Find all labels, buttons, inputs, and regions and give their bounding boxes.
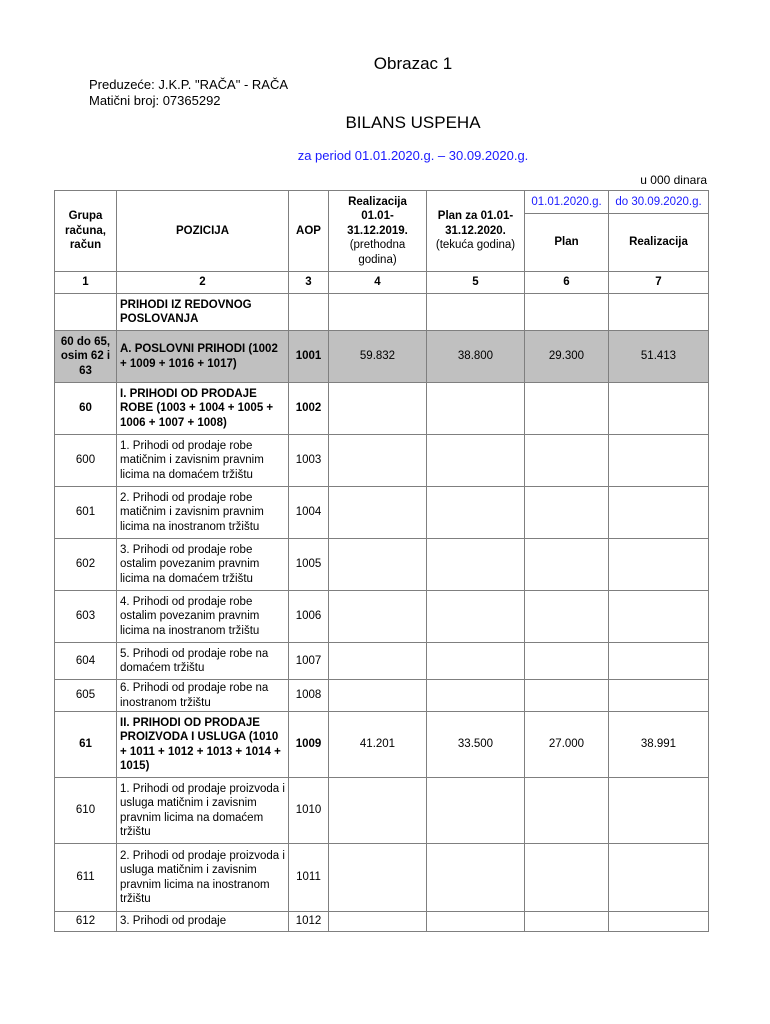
cell-realizacija-prev (329, 778, 427, 844)
col-number: 4 (329, 272, 427, 294)
cell-aop (289, 294, 329, 331)
cell-plan-year (427, 591, 525, 643)
header-pozicija: POZICIJA (117, 191, 289, 272)
cell-realizacija (609, 487, 709, 539)
cell-plan (525, 680, 609, 712)
col-number: 1 (55, 272, 117, 294)
cell-realizacija-prev: 41.201 (329, 712, 427, 778)
cell-realizacija-prev (329, 539, 427, 591)
cell-grupa: 611 (55, 844, 117, 912)
cell-realizacija: 38.991 (609, 712, 709, 778)
cell-plan: 29.300 (525, 331, 609, 383)
col-number: 3 (289, 272, 329, 294)
cell-pozicija: 6. Prihodi od prodaje robe na inostranom tržištu (117, 680, 289, 712)
cell-aop: 1010 (289, 778, 329, 844)
cell-plan (525, 487, 609, 539)
header-grupa: Grupa računa, račun (55, 191, 117, 272)
cell-grupa: 600 (55, 435, 117, 487)
header-plan-year (427, 191, 525, 272)
cell-pozicija: 3. Prihodi od prodaje robe ostalim povezanim pravnim licima na domaćem tržištu (117, 539, 289, 591)
cell-pozicija: 4. Prihodi od prodaje robe ostalim povezanim pravnim licima na inostranom tržištu (117, 591, 289, 643)
cell-realizacija-prev (329, 383, 427, 435)
cell-realizacija-prev (329, 844, 427, 912)
cell-plan-year (427, 294, 525, 331)
cell-realizacija-prev (329, 487, 427, 539)
cell-aop: 1008 (289, 680, 329, 712)
header-realizacija-prev (329, 191, 427, 272)
form-title: Obrazac 1 (373, 54, 453, 73)
cell-aop: 1003 (289, 435, 329, 487)
company-name: Preduzeće: J.K.P. "RAČA" - RAČA (89, 77, 289, 92)
cell-grupa: 60 do 65, osim 62 i 63 (55, 331, 117, 383)
cell-grupa: 601 (55, 487, 117, 539)
cell-realizacija: 51.413 (609, 331, 709, 383)
cell-pozicija: 5. Prihodi od prodaje robe na domaćem tržištu (117, 643, 289, 680)
header-period-to: do 30.09.2020.g. (609, 191, 709, 214)
cell-realizacija-prev (329, 912, 427, 932)
cell-plan (525, 778, 609, 844)
table-row (55, 680, 709, 712)
col-number: 2 (117, 272, 289, 294)
cell-realizacija (609, 383, 709, 435)
cell-realizacija-prev: 59.832 (329, 331, 427, 383)
table-row (55, 912, 709, 932)
table-row (55, 844, 709, 912)
cell-aop: 1011 (289, 844, 329, 912)
table-row (55, 591, 709, 643)
cell-grupa: 604 (55, 643, 117, 680)
col-number: 6 (525, 272, 609, 294)
cell-plan-year (427, 680, 525, 712)
cell-pozicija: 3. Prihodi od prodaje (117, 912, 289, 932)
cell-aop: 1004 (289, 487, 329, 539)
cell-plan-year (427, 912, 525, 932)
cell-grupa: 61 (55, 712, 117, 778)
cell-grupa: 605 (55, 680, 117, 712)
cell-plan: 27.000 (525, 712, 609, 778)
table-row (55, 331, 709, 383)
cell-realizacija-prev (329, 680, 427, 712)
cell-realizacija (609, 912, 709, 932)
cell-aop: 1001 (289, 331, 329, 383)
table-row (55, 435, 709, 487)
cell-plan-year (427, 383, 525, 435)
cell-realizacija (609, 435, 709, 487)
cell-pozicija: 1. Prihodi od prodaje robe matičnim i zavisnim pravnim licima na domaćem tržištu (117, 435, 289, 487)
cell-plan-year (427, 844, 525, 912)
cell-plan (525, 383, 609, 435)
table-row (55, 539, 709, 591)
cell-plan-year (427, 435, 525, 487)
cell-realizacija (609, 643, 709, 680)
cell-realizacija (609, 539, 709, 591)
cell-pozicija: 2. Prihodi od prodaje robe matičnim i zavisnim pravnim licima na inostranom tržištu (117, 487, 289, 539)
cell-realizacija (609, 591, 709, 643)
cell-realizacija (609, 844, 709, 912)
cell-grupa: 60 (55, 383, 117, 435)
document-title: BILANS USPEHA (345, 113, 481, 132)
cell-plan (525, 643, 609, 680)
cell-plan-year: 38.800 (427, 331, 525, 383)
cell-realizacija (609, 680, 709, 712)
cell-pozicija: A. POSLOVNI PRIHODI (1002 + 1009 + 1016 + 1017) (117, 331, 289, 383)
col-number: 5 (427, 272, 525, 294)
cell-aop: 1007 (289, 643, 329, 680)
income-statement-table (54, 190, 709, 932)
header-realizacija-prev-label: Realizacija 01.01-31.12.2019. (347, 195, 408, 237)
company-info (89, 77, 288, 109)
header-period-from: 01.01.2020.g. (525, 191, 609, 214)
cell-pozicija: 1. Prihodi od prodaje proizvoda i usluga matičnim i zavisnim pravnim licima na domaćem tržištu (117, 778, 289, 844)
table-row (55, 643, 709, 680)
currency-unit: u 000 dinara (640, 173, 707, 187)
cell-aop: 1009 (289, 712, 329, 778)
header-plan-year-label: Plan za 01.01-31.12.2020. (437, 210, 514, 237)
cell-grupa: 612 (55, 912, 117, 932)
cell-grupa: 602 (55, 539, 117, 591)
header-realizacija: Realizacija (609, 214, 709, 272)
cell-plan (525, 294, 609, 331)
cell-plan-year (427, 487, 525, 539)
cell-aop: 1002 (289, 383, 329, 435)
cell-pozicija: PRIHODI IZ REDOVNOG POSLOVANJA (117, 294, 289, 331)
cell-realizacija-prev (329, 435, 427, 487)
cell-plan (525, 435, 609, 487)
table-row (55, 712, 709, 778)
report-period: za period 01.01.2020.g. – 30.09.2020.g. (297, 148, 529, 163)
cell-pozicija: II. PRIHODI OD PRODAJE PROIZVODA I USLUGA (1010 + 1011 + 1012 + 1013 + 1014 + 1015) (117, 712, 289, 778)
cell-realizacija (609, 778, 709, 844)
cell-pozicija: I. PRIHODI OD PRODAJE ROBE (1003 + 1004 + 1005 + 1006 + 1007 + 1008) (117, 383, 289, 435)
header-plan-year-note: (tekuća godina) (435, 239, 516, 252)
company-id: Matični broj: 07365292 (89, 93, 221, 108)
cell-plan (525, 591, 609, 643)
cell-aop: 1012 (289, 912, 329, 932)
column-number-row (55, 272, 709, 294)
cell-plan-year: 33.500 (427, 712, 525, 778)
header-realizacija-prev-note: (prethodna godina) (349, 239, 406, 266)
cell-grupa: 610 (55, 778, 117, 844)
cell-aop: 1005 (289, 539, 329, 591)
cell-realizacija-prev (329, 643, 427, 680)
cell-realizacija-prev (329, 294, 427, 331)
table-row (55, 294, 709, 331)
cell-plan-year (427, 643, 525, 680)
cell-plan (525, 912, 609, 932)
table-row (55, 778, 709, 844)
cell-pozicija: 2. Prihodi od prodaje proizvoda i usluga matičnim i zavisnim pravnim licima na inostranom tržištu (117, 844, 289, 912)
header-plan: Plan (525, 214, 609, 272)
cell-plan-year (427, 778, 525, 844)
cell-plan (525, 539, 609, 591)
cell-realizacija-prev (329, 591, 427, 643)
table-row (55, 383, 709, 435)
header-aop: AOP (289, 191, 329, 272)
table-row (55, 487, 709, 539)
cell-grupa (55, 294, 117, 331)
cell-realizacija (609, 294, 709, 331)
cell-plan (525, 844, 609, 912)
cell-aop: 1006 (289, 591, 329, 643)
cell-grupa: 603 (55, 591, 117, 643)
col-number: 7 (609, 272, 709, 294)
cell-plan-year (427, 539, 525, 591)
